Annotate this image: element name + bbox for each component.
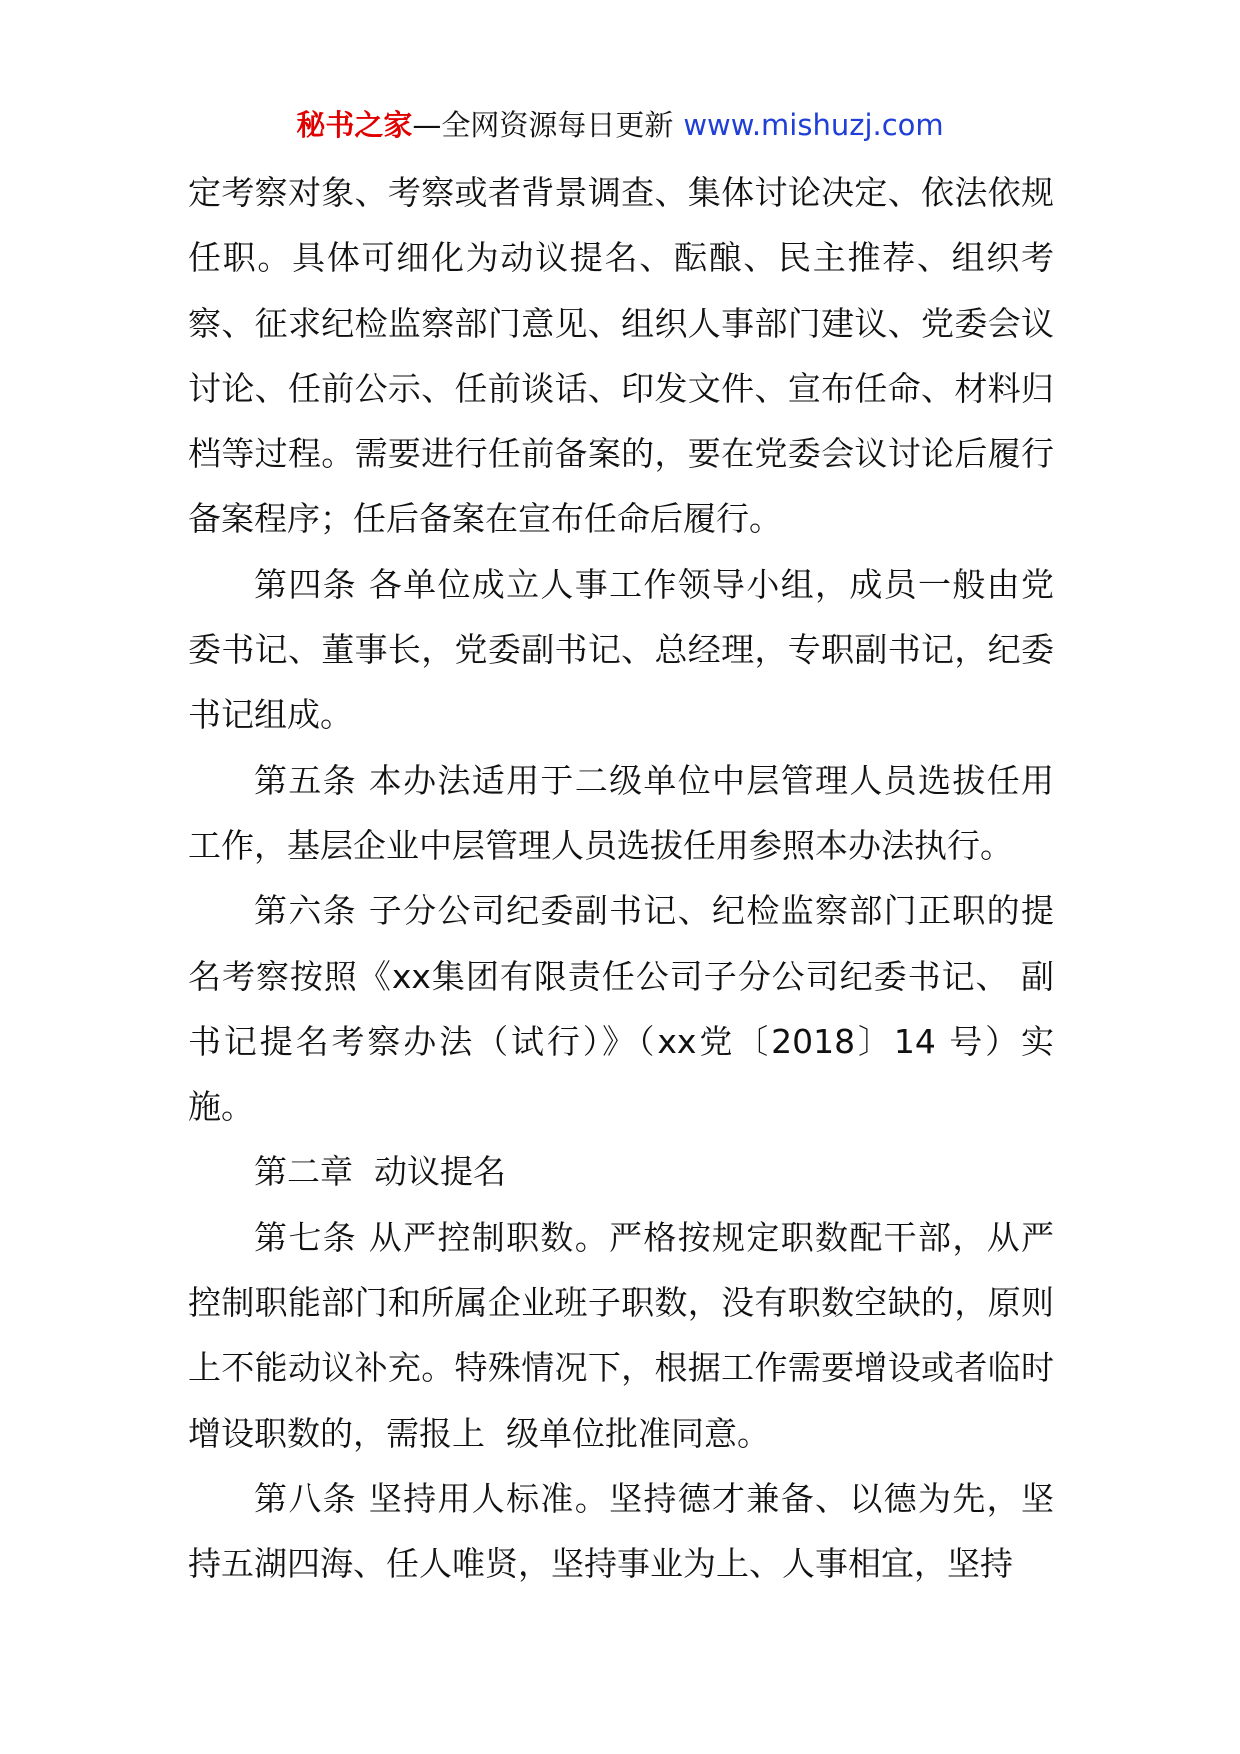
header-tagline: —全网资源每日更新	[412, 108, 674, 142]
brand-name: 秘书之家	[296, 108, 413, 142]
paragraph-continuation: 定考察对象、考察或者背景调查、集体讨论决定、依法依规任职。具体可细化为动议提名、酝酿、民主推荐、组织考察、征求纪检监察部门意见、组织人事部门建议、党委会议讨论、任前公示、任前谈话、印发文件、宣布任命、材料归档等过程。需要进行任前备案的，要在党委会议讨论后履行备案程序；任后备案在宣布任命后履行。	[188, 173, 1054, 539]
document-body	[188, 160, 1054, 1597]
site-url-link[interactable]: www.mishuzj.com	[683, 108, 944, 142]
article-7-paragraph: 第七条 从严控制职数。严格按规定职数配干部，从严控制职能部门和所属企业班子职数，没有职数空缺的，原则上不能动议补充。特殊情况下，根据工作需要增设或者临时增设职数的，需报上 级单位批准同意。	[188, 1217, 1054, 1453]
article-8-paragraph: 第八条 坚持用人标准。坚持德才兼备、以德为先，坚持五湖四海、任人唯贤，坚持事业为上、人事相宜，坚持	[188, 1478, 1054, 1584]
article-4-paragraph: 第四条 各单位成立人事工作领导小组，成员一般由党委书记、董事长，党委副书记、总经理，专职副书记，纪委书记组成。	[188, 564, 1054, 735]
article-6-paragraph: 第六条 子分公司纪委副书记、纪检监察部门正职的提名考察按照《xx集团有限责任公司子分公司纪委书记、 副书记提名考察办法（试行）》（xx党〔2018〕14 号）实施。	[188, 891, 1054, 1127]
site-header	[0, 103, 1240, 147]
chapter-2-heading: 第二章 动议提名	[254, 1152, 506, 1192]
article-5-paragraph: 第五条 本办法适用于二级单位中层管理人员选拔任用工作，基层企业中层管理人员选拔任用参照本办法执行。	[188, 760, 1054, 865]
